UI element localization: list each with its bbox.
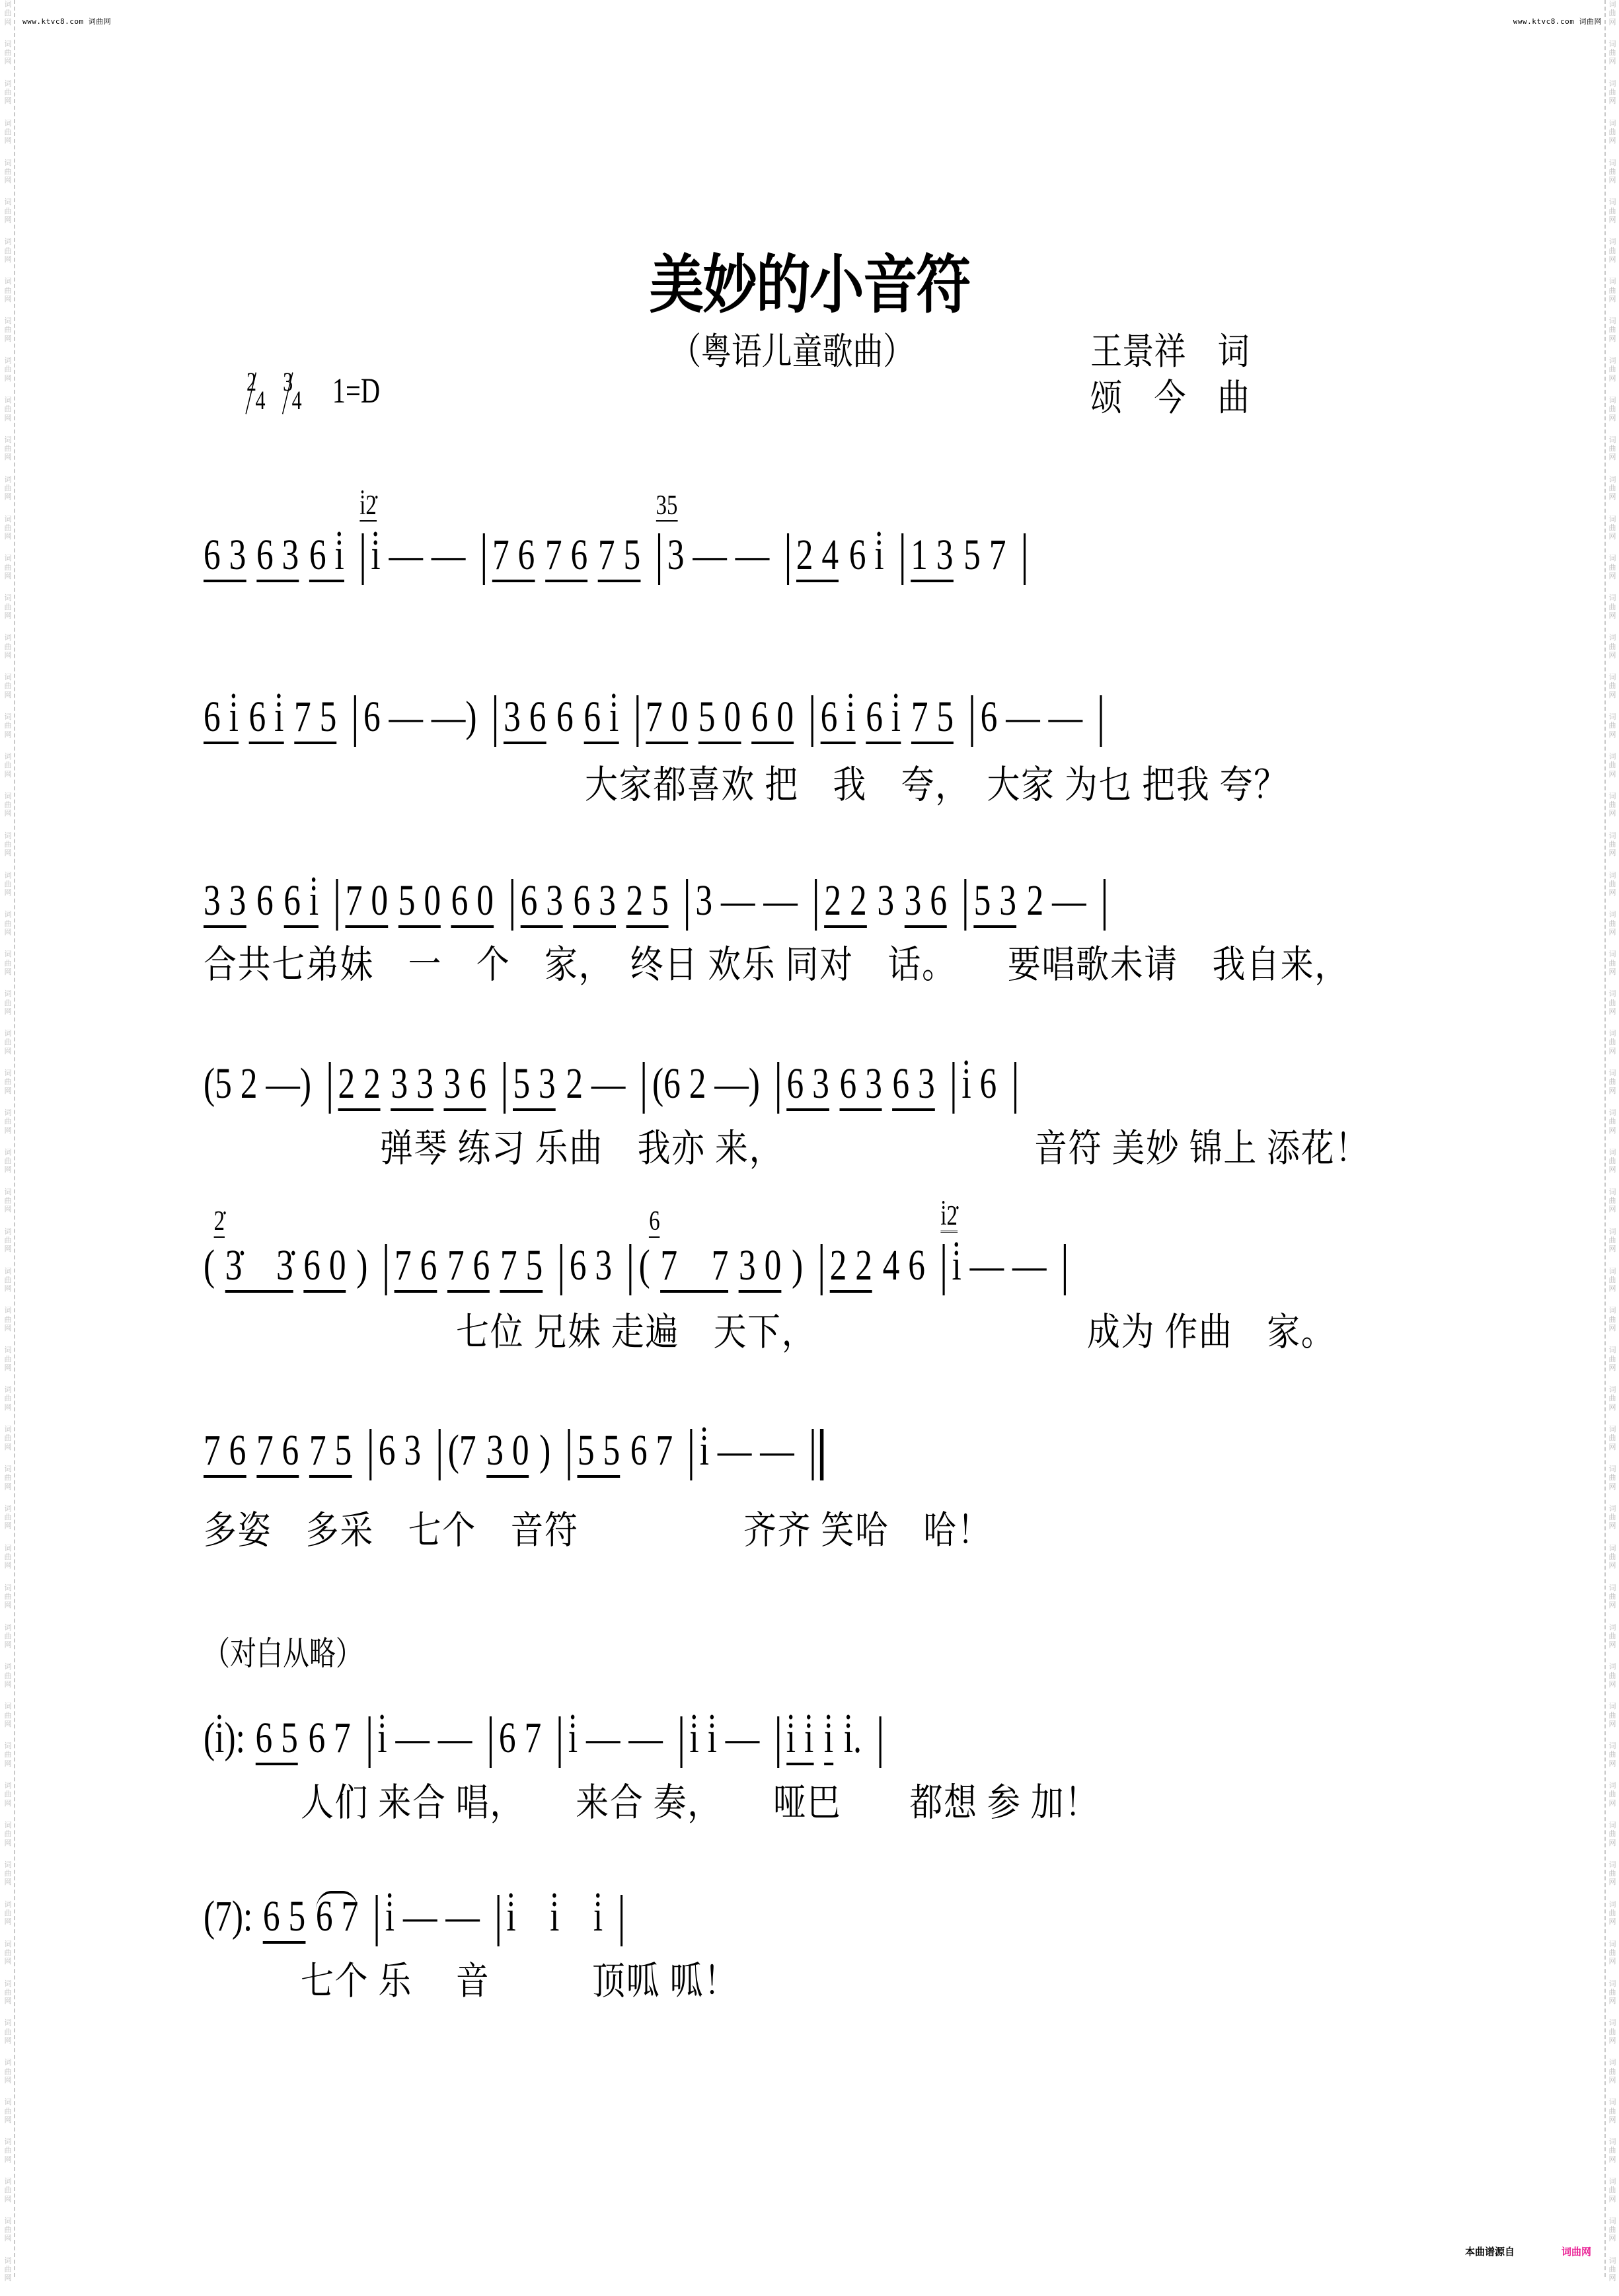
barline xyxy=(636,695,638,747)
note: i̇ 6 xyxy=(961,1059,997,1108)
time-key-signature xyxy=(245,366,381,418)
header-watermark-right[interactable]: www.ktvc8.com 词曲网 xyxy=(1513,17,1602,26)
note-group: 2 4 xyxy=(796,531,839,582)
note-group: 6 5 xyxy=(255,1714,297,1765)
lyricist-credit: 王景祥 词 xyxy=(1090,332,1250,373)
note-group: 6 0 xyxy=(303,1241,346,1293)
note-group: 7 5 xyxy=(309,1426,352,1478)
note: (5 2 —) xyxy=(204,1059,311,1108)
barline xyxy=(490,1716,492,1768)
note: 3 xyxy=(877,876,895,925)
barline xyxy=(329,1062,331,1114)
note-group: 5 3 xyxy=(974,876,1016,928)
lyrics-line-4a: 弹琴 练习 乐曲 我亦 来， xyxy=(380,1127,784,1170)
note-group: 6 i̇ xyxy=(249,693,284,744)
note-group: 6 i̇ xyxy=(204,693,239,744)
lyrics-line-6b: 齐齐 笑哈 哈！ xyxy=(743,1509,992,1552)
barline xyxy=(821,1244,823,1295)
barline xyxy=(811,695,813,747)
time-signature-2-4: 2 4 xyxy=(246,366,266,415)
note: i̇ — — xyxy=(952,1241,1047,1289)
note: 6 — —) xyxy=(363,693,477,741)
barline xyxy=(494,695,496,747)
barline xyxy=(368,1716,370,1768)
lyrics-line-3: 合共七弟妹 一 个 家， 终日 欢乐 同对 话。 要唱歌未请 我自来， xyxy=(204,943,1349,986)
note-group: i̇ xyxy=(824,1714,833,1765)
note: 6 7 xyxy=(308,1714,351,1762)
barline xyxy=(354,695,356,747)
note: (7 xyxy=(447,1426,476,1474)
composer-credit: 颂 今 曲 xyxy=(1090,378,1250,419)
barline xyxy=(643,1062,645,1114)
grace-notes: i̇2̇ xyxy=(940,1201,958,1231)
score-line-1 xyxy=(204,490,1033,585)
score-line-4 xyxy=(204,1054,1024,1114)
barline xyxy=(483,533,485,585)
barline xyxy=(1064,1244,1066,1295)
note: 5 7 xyxy=(963,531,1006,579)
song-subtitle: （粤语儿童歌曲） xyxy=(671,332,914,373)
grace-notes: i̇2̇ xyxy=(359,490,377,521)
barline xyxy=(680,1716,682,1768)
lyrics-line-5b: 成为 作曲 家。 xyxy=(1087,1311,1336,1354)
barline xyxy=(658,533,660,585)
note-group: 2 2 xyxy=(824,876,866,928)
time-signature-3-4: 3 4 xyxy=(283,366,302,415)
coda-lyrics-1: 人们 来合 唱， 来合 奏， 哑巴 都想 参 加！ xyxy=(301,1781,1099,1824)
note-group: 5 0 xyxy=(398,876,441,928)
barline xyxy=(1024,533,1026,585)
paren: ) xyxy=(791,1241,804,1289)
barline xyxy=(901,533,903,585)
barline xyxy=(971,695,973,747)
note: 4 6 xyxy=(882,1241,925,1289)
note-group: 7 5 xyxy=(911,693,954,744)
note: 6 xyxy=(256,876,274,925)
barline xyxy=(691,1429,693,1480)
score-line-3 xyxy=(204,871,1113,931)
note-group: 6 i̇ xyxy=(821,693,856,744)
barline xyxy=(777,1716,779,1768)
note-group: 6 i̇ xyxy=(283,876,319,928)
barline xyxy=(815,879,817,931)
barline xyxy=(942,1244,944,1295)
coda-prefix: (i̇): xyxy=(204,1714,245,1762)
tied-notes xyxy=(316,1891,358,1940)
barline xyxy=(777,1062,779,1114)
lyrics-line-5a: 七位 兄妹 走遍 天下， xyxy=(456,1311,816,1354)
note: 6 — — xyxy=(980,693,1083,741)
note-group: 6 3 xyxy=(839,1059,882,1111)
paren: ) xyxy=(539,1426,551,1474)
barline xyxy=(630,1244,632,1295)
note-group: 6 3 xyxy=(204,531,246,582)
barline xyxy=(560,1244,562,1295)
note: i̇ — — xyxy=(385,1892,480,1940)
score-line-5 xyxy=(204,1201,1073,1295)
grace-notes: 2̇ xyxy=(213,1206,225,1237)
coda-lyrics-2: 七个 乐 音 顶呱 呱！ xyxy=(301,1960,738,2003)
dialogue-omitted-note: （对白从略） xyxy=(204,1634,362,1673)
note-group: 5 5 xyxy=(578,1426,620,1478)
footer-source-label: 本曲谱源自 xyxy=(1465,2246,1515,2258)
note-group: 7 5 xyxy=(500,1241,543,1293)
note-group: 2 2 xyxy=(830,1241,872,1293)
note: 6 7 xyxy=(630,1426,673,1474)
barline xyxy=(1014,1062,1016,1114)
note-group: 2 5 xyxy=(626,876,668,928)
note-group: 6 3 xyxy=(521,876,563,928)
coda-line-2 xyxy=(204,1887,630,1946)
note: 6 xyxy=(556,693,574,741)
note-group: 7 0 xyxy=(346,876,388,928)
note-group: 7 0 xyxy=(646,693,688,744)
barline xyxy=(568,1429,570,1480)
note-with-grace xyxy=(213,1206,293,1293)
barline xyxy=(621,1895,622,1946)
note-group: 3 0 xyxy=(739,1241,781,1293)
note: i̇ i̇ i̇ xyxy=(506,1892,603,1940)
note: 3 — — xyxy=(667,531,770,579)
note-group: 1 3 xyxy=(911,531,953,582)
barline xyxy=(965,879,967,931)
note-group: 7 6 xyxy=(256,1426,299,1478)
grace-notes: 35 xyxy=(656,490,678,521)
lyrics-line-6a: 多姿 多采 七个 音符 xyxy=(204,1509,579,1552)
header-watermark-left[interactable]: www.ktvc8.com 词曲网 xyxy=(22,17,112,26)
barline xyxy=(952,1062,954,1114)
note: i̇ i̇ — xyxy=(689,1714,760,1762)
note-group: 7 6 xyxy=(204,1426,246,1478)
note-group: 6 3 xyxy=(256,531,299,582)
note-with-grace xyxy=(649,1206,729,1293)
note-with-grace xyxy=(359,490,466,585)
final-double-barline xyxy=(811,1429,823,1480)
note-group: 6 i̇ xyxy=(309,531,344,582)
note-group: 7 6 xyxy=(492,531,535,582)
note: 7 7 xyxy=(660,1241,729,1289)
right-watermark-column: 词 曲 网 词 曲 网 词 曲 网 词 曲 网 词 曲 网 词 曲 网 词 曲 网 词 曲 网 词 曲 网 词 曲 网 词 曲 网 词 曲 网 词 曲 网 词 曲 网 词 曲 网 词 曲 网 词 曲 网 词 曲 网 词 曲 网 词 曲 网 词 曲 网 词 曲 网 词 曲 网 词 曲 网 词 曲 网 词 曲 网 词 曲 网 词 曲 网 词 曲 网 词 曲 网 词 曲 网 词 曲 网 词 曲 网 词 曲 网 词 曲 网 词 曲 网 词 曲 网 词 曲 网 词 曲 网 词 曲 网 词 曲 网 词 曲 网 词 曲 网 词 曲 网 词 曲 网 词 曲 网 词 曲 网 词 曲 网 词 曲 网 词 曲 网 词 曲 网 词 曲 网 词 曲 网 词 曲 网 词 曲 网 词 曲 网 词 曲 网 词 曲 网 xyxy=(1608,0,1616,2283)
barline xyxy=(385,1244,387,1295)
lyrics-line-4b: 音符 美妙 锦上 添花！ xyxy=(1034,1127,1369,1170)
note: i̇ — — xyxy=(699,1426,794,1474)
note-group: 6 i̇ xyxy=(866,693,901,744)
key-signature: 1=D xyxy=(332,371,381,410)
note-group: 7 6 xyxy=(447,1241,490,1293)
barline xyxy=(369,1429,371,1480)
footer-brand-link[interactable]: 词曲网 xyxy=(1562,2246,1592,2258)
left-watermark-column: 词 曲 网 词 曲 网 词 曲 网 词 曲 网 词 曲 网 词 曲 网 词 曲 网 词 曲 网 词 曲 网 词 曲 网 词 曲 网 词 曲 网 词 曲 网 词 曲 网 词 曲 网 词 曲 网 词 曲 网 词 曲 网 词 曲 网 词 曲 网 词 曲 网 词 曲 网 词 曲 网 词 曲 网 词 曲 网 词 曲 网 词 曲 网 词 曲 网 词 曲 网 词 曲 网 词 曲 网 词 曲 网 词 曲 网 词 曲 网 词 曲 网 词 曲 网 词 曲 网 词 曲 网 词 曲 网 词 曲 网 词 曲 网 词 曲 网 词 曲 网 词 曲 网 词 曲 网 词 曲 网 词 曲 网 词 曲 网 词 曲 网 词 曲 网 词 曲 网 词 曲 网 词 曲 网 词 曲 网 词 曲 网 词 曲 网 词 曲 网 词 曲 网 xyxy=(4,0,12,2283)
note-group: 7 6 xyxy=(395,1241,437,1293)
note: 3 — — xyxy=(695,876,798,925)
note-with-grace xyxy=(656,490,770,585)
note-group: 7 6 xyxy=(545,531,587,582)
note-group: i̇ i̇ xyxy=(786,1714,813,1765)
note-group: 6 5 xyxy=(263,1892,305,1944)
barline xyxy=(787,533,789,585)
barline xyxy=(504,1062,506,1114)
barline xyxy=(336,879,338,931)
note: (6 2 —) xyxy=(652,1059,760,1108)
barline xyxy=(686,879,688,931)
note: 6 3 xyxy=(378,1426,422,1474)
note-with-grace xyxy=(940,1201,1047,1295)
barline xyxy=(497,1895,499,1946)
note-group: 3 3 xyxy=(204,876,246,928)
barline xyxy=(376,1895,378,1946)
note-group: 6 i̇ xyxy=(584,693,619,744)
note-group: 7 5 xyxy=(294,693,336,744)
barline xyxy=(439,1429,441,1480)
note: 2 — xyxy=(566,1059,626,1108)
note-group: 3 0 xyxy=(486,1426,529,1478)
barline xyxy=(511,879,513,931)
note-group: 6 3 xyxy=(892,1059,934,1111)
note-group: 6 0 xyxy=(451,876,494,928)
coda-prefix: (7): xyxy=(204,1892,253,1940)
barline xyxy=(1100,695,1102,747)
score-line-2 xyxy=(204,687,1110,747)
note-group: 5 3 xyxy=(513,1059,555,1111)
score-line-6 xyxy=(204,1421,831,1480)
note-group: 6 3 xyxy=(574,876,616,928)
note: 2 — xyxy=(1026,876,1086,925)
lyrics-line-2: 大家都喜欢 把 我 夸， 大家 为乜 把我 夸？ xyxy=(585,763,1288,806)
barline xyxy=(1104,879,1106,931)
note-group: 3 6 xyxy=(905,876,947,928)
note-group: 3 6 xyxy=(443,1059,486,1111)
note: i̇ — — xyxy=(377,1714,472,1762)
barline xyxy=(361,533,363,585)
note: 6 i̇ xyxy=(848,531,884,579)
note-group: 7 5 xyxy=(598,531,640,582)
note-group: 2 2 xyxy=(338,1059,381,1111)
note: i̇ — — xyxy=(371,531,466,579)
note-group: 6 0 xyxy=(751,693,794,744)
note-group: 5 0 xyxy=(698,693,741,744)
note: 6 3 xyxy=(569,1241,613,1289)
note: 6 7 xyxy=(498,1714,542,1762)
coda-line-1 xyxy=(204,1708,889,1768)
paren: ( xyxy=(638,1241,650,1289)
paren: ( xyxy=(204,1241,215,1289)
barline xyxy=(559,1716,561,1768)
note: i̇ — — xyxy=(568,1714,663,1762)
note: 3̇ 3̇ xyxy=(225,1241,293,1289)
note-group: 3 6 xyxy=(504,693,546,744)
barline xyxy=(879,1716,881,1768)
note: 6 7 xyxy=(315,1892,359,1940)
note-group: 3 3 xyxy=(391,1059,433,1111)
note-group: 6 3 xyxy=(787,1059,829,1111)
song-title: 美妙的小音符 xyxy=(649,248,970,322)
note: i̇. xyxy=(843,1714,862,1762)
grace-notes: 6 xyxy=(649,1206,660,1237)
paren: ) xyxy=(356,1241,368,1289)
